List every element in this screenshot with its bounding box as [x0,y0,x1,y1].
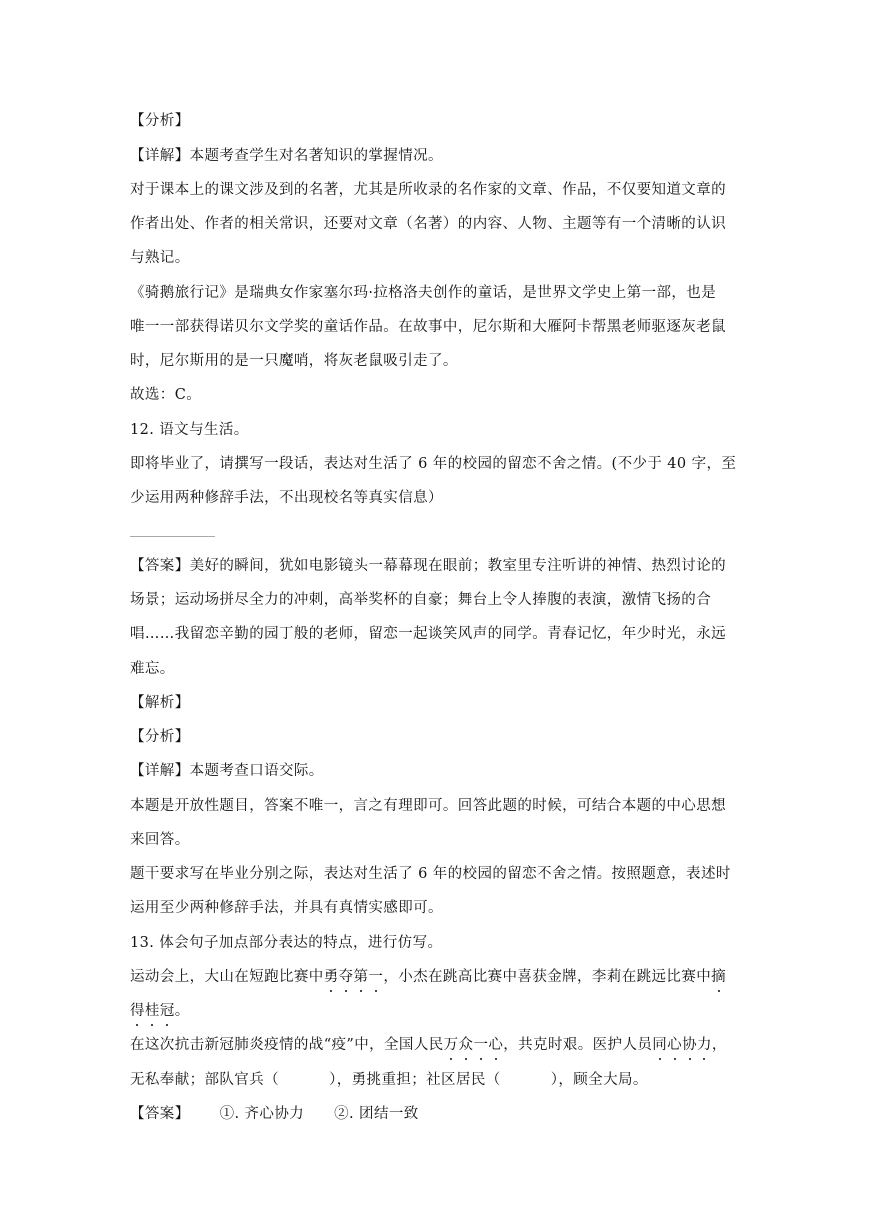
paragraph-line: 时，尼尔斯用的是一只魔哨，将灰老鼠吸引走了。 [130,353,458,369]
analysis-heading: 【分析】 [130,729,190,745]
sentence-text: 在这次抗击新冠肺炎疫情的战“疫”中，全国人民 [130,1037,444,1053]
answer-choice: 故选：C。 [130,387,202,403]
paragraph-line: 《骑鹅旅行记》是瑞典女作家塞尔玛·拉格洛夫创作的童话，是世界文学史上第一部，也是 [130,285,717,301]
detail-heading: 【详解】本题考查口语交际。 [130,763,324,779]
question-12-answer: 场景；运动场拼尽全力的冲刺，高举奖杯的自豪；舞台上令人捧腹的表演，激情飞扬的合 [130,592,712,608]
question-12-answer: 【答案】美好的瞬间，犹如电影镜头一幕幕现在眼前；教室里专注听讲的神情、热烈讨论的 [130,558,726,574]
paragraph-line: 唯一一部获得诺贝尔文学奖的童话作品。在故事中，尼尔斯和大雁阿卡帮黑老师驱逐灰老鼠 [130,319,726,335]
question-12-answer: 唱……我留恋辛勤的园丁般的老师，留恋一起谈笑风声的同学。青春记忆，年少时光，永远 [130,626,726,642]
paragraph-line: 运用至少两种修辞手法，并具有真情实感即可。 [130,900,443,916]
detail-heading: 【详解】本题考查学生对名著知识的掌握情况。 [130,148,443,164]
answer-item: ①. 齐心协力 [219,1106,305,1122]
dotted-emphasis: 摘 [711,969,727,985]
dotted-emphasis: 万众一心 [443,1037,504,1053]
example-sentence [130,1001,190,1021]
dotted-emphasis: 同心协力 [652,1037,712,1053]
sentence-text: ， [711,1037,727,1053]
answer-blank-line [130,536,215,537]
paragraph-line: 题干要求写在毕业分别之际，表达对生活了 6 年的校园的留恋不舍之情。按照题意，表述时 [130,866,731,882]
paragraph-line: 来回答。 [130,832,190,848]
dotted-emphasis: 得桂冠 [130,1003,175,1019]
answer-item: ②. 团结一致 [334,1106,419,1122]
jiexi-heading: 【解析】 [130,695,190,711]
paragraph-line: 与熟记。 [130,250,190,266]
example-sentence [130,967,726,987]
question-12-title: 12. 语文与生活。 [130,422,249,438]
sentence-text: 。 [174,1003,190,1019]
answer-label: 【答案】 [130,1106,190,1122]
exercise-sentence: 无私奉献；部队官兵（ ），勇挑重担；社区居民（ ），顾全大局。 [130,1072,648,1088]
exercise-sentence [130,1035,727,1055]
sentence-text: 运动会上，大山在短跑比赛中 [130,969,324,985]
analysis-heading: 【分析】 [130,113,190,129]
paragraph-line: 作者出处、作者的相关常识，还要对文章（名著）的内容、人物、主题等有一个清晰的认识 [130,216,726,232]
question-13-title: 13. 体会句子加点部分表达的特点，进行仿写。 [130,935,443,951]
question-12-prompt: 少运用两种修辞手法，不出现校名等真实信息） [130,490,443,506]
sentence-text: ，小杰在跳高比赛中喜获金牌，李莉在跳远比赛中 [383,969,712,985]
sentence-text: ，共克时艰。医护人员 [503,1037,653,1053]
dotted-emphasis: 勇夺第一 [323,969,384,985]
question-13-answer [130,1104,419,1124]
question-12-answer: 难忘。 [130,661,175,677]
question-12-prompt: 即将毕业了，请撰写一段话，表达对生活了 6 年的校园的留恋不舍之情。(不少于 40 字，至 [130,456,737,472]
paragraph-line: 本题是开放性题目，答案不唯一，言之有理即可。回答此题的时候，可结合本题的中心思想 [130,798,726,814]
paragraph-line: 对于课本上的课文涉及到的名著，尤其是所收录的名作家的文章、作品，不仅要知道文章的 [130,182,726,198]
